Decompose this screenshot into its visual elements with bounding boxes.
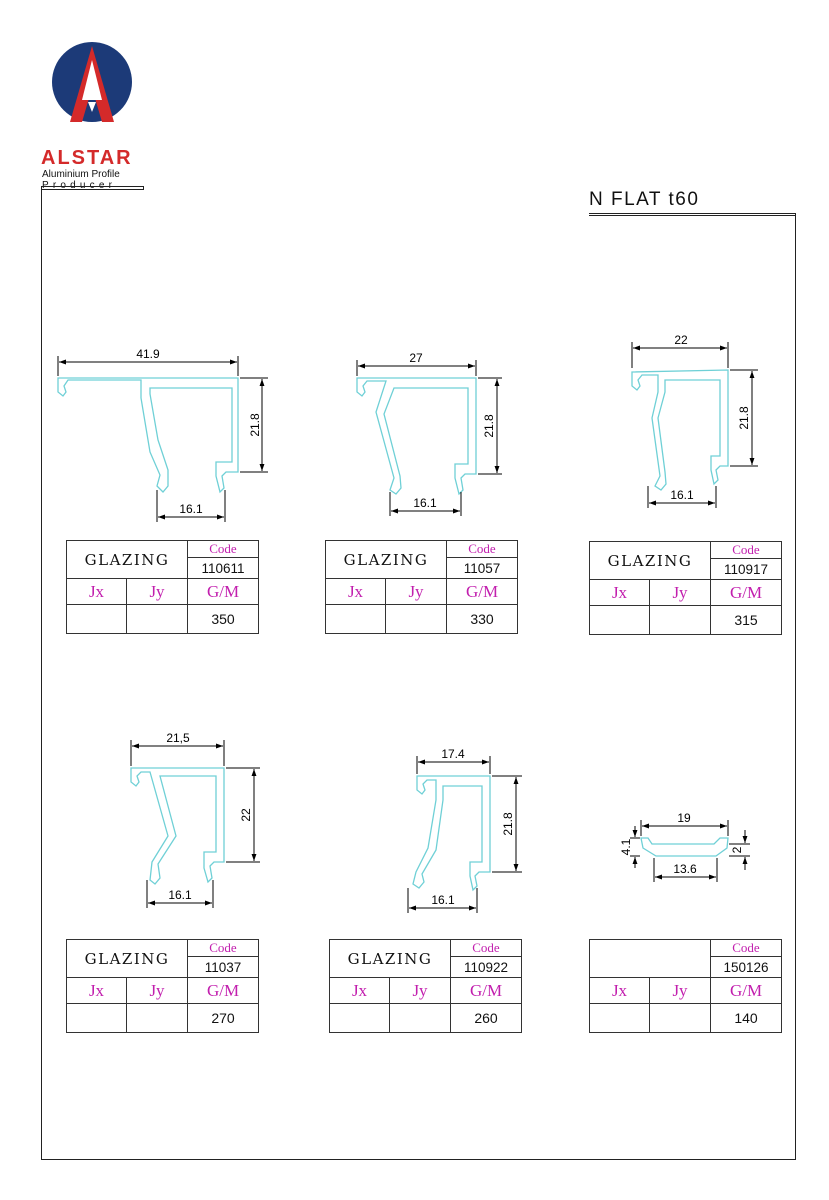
- jx-value: [330, 1004, 390, 1033]
- type-label: GLAZING: [330, 940, 451, 978]
- gm-label: G/M: [451, 978, 522, 1004]
- profile-4-width: 21,5: [166, 731, 190, 745]
- profile-3-width: 22: [674, 333, 688, 347]
- profile-6-bottom: 13.6: [673, 862, 697, 876]
- jx-value: [590, 1004, 650, 1033]
- jx-value: [590, 606, 650, 635]
- gm-value: 330: [447, 605, 518, 634]
- gm-value: 270: [188, 1004, 259, 1033]
- jx-value: [67, 1004, 127, 1033]
- gm-value: 140: [711, 1004, 782, 1033]
- spec-table-6: [589, 939, 782, 1033]
- jx-label: Jx: [326, 579, 386, 605]
- jy-label: Jy: [127, 579, 188, 605]
- jx-label: Jx: [67, 978, 127, 1004]
- profile-1-drawing: [58, 347, 268, 522]
- code-value: 11057: [447, 558, 518, 579]
- profile-2-drawing: [357, 351, 502, 516]
- jy-label: Jy: [650, 978, 711, 1004]
- profile-3-drawing: [632, 333, 758, 508]
- jx-label: Jx: [590, 978, 650, 1004]
- code-label: Code: [451, 940, 522, 957]
- profile-4-bottom: 16.1: [168, 888, 192, 902]
- brand-tagline-2: Producer: [42, 180, 117, 191]
- gm-value: 350: [188, 605, 259, 634]
- profile-1-height: 21.8: [248, 413, 262, 437]
- gm-label: G/M: [711, 580, 782, 606]
- profile-1-width: 41.9: [136, 347, 160, 361]
- profile-1-outline: [58, 378, 238, 492]
- profile-6-drawing: [619, 811, 750, 882]
- spec-table-1: [66, 540, 259, 634]
- profile-3-outline: [632, 370, 728, 490]
- type-label: GLAZING: [590, 542, 711, 580]
- profile-5-width: 17.4: [441, 747, 465, 761]
- jx-label: Jx: [590, 580, 650, 606]
- gm-label: G/M: [188, 978, 259, 1004]
- profile-5-outline: [413, 776, 490, 890]
- jy-value: [390, 1004, 451, 1033]
- code-label: Code: [188, 940, 259, 957]
- code-label: Code: [711, 542, 782, 559]
- profile-4-drawing: [131, 731, 260, 908]
- profile-2-bottom: 16.1: [413, 496, 437, 510]
- jx-value: [326, 605, 386, 634]
- profile-3-height: 21.8: [737, 406, 751, 430]
- spec-table-3: [589, 541, 782, 635]
- type-label: GLAZING: [67, 541, 188, 579]
- jy-label: Jy: [650, 580, 711, 606]
- jx-value: [67, 605, 127, 634]
- brand-name: ALSTAR: [41, 147, 133, 169]
- spec-table-5: [329, 939, 522, 1033]
- profile-6-left-height: 4.1: [619, 838, 633, 856]
- jy-label: Jy: [386, 579, 447, 605]
- spec-table-2: [325, 540, 518, 634]
- jy-label: Jy: [390, 978, 451, 1004]
- profile-2-height: 21.8: [482, 414, 496, 438]
- code-value: 150126: [711, 957, 782, 978]
- type-label: GLAZING: [326, 541, 447, 579]
- profile-6-width: 19: [677, 811, 691, 825]
- profile-5-bottom: 16.1: [431, 893, 455, 907]
- profile-1-bottom: 16.1: [179, 502, 203, 516]
- series-title: N FLAT t60: [589, 189, 700, 210]
- profile-5-drawing: [408, 747, 522, 913]
- brand-tagline-1: Aluminium Profile: [42, 169, 120, 180]
- jx-label: Jx: [330, 978, 390, 1004]
- jy-value: [127, 1004, 188, 1033]
- profile-4-height: 22: [239, 808, 253, 822]
- jy-label: Jy: [127, 978, 188, 1004]
- profile-6-right-height: 2: [730, 846, 744, 854]
- profile-2-outline: [357, 378, 476, 494]
- jy-value: [386, 605, 447, 634]
- type-label: GLAZING: [67, 940, 188, 978]
- code-value: 110611: [188, 558, 259, 579]
- jy-value: [650, 606, 711, 635]
- profile-2-width: 27: [409, 351, 423, 365]
- code-label: Code: [711, 940, 782, 957]
- gm-value: 315: [711, 606, 782, 635]
- profile-3-bottom: 16.1: [670, 488, 694, 502]
- gm-label: G/M: [447, 579, 518, 605]
- gm-label: G/M: [188, 579, 259, 605]
- type-label: [590, 940, 711, 978]
- code-value: 110922: [451, 957, 522, 978]
- profile-6-outline: [641, 838, 728, 856]
- jx-label: Jx: [67, 579, 127, 605]
- code-label: Code: [188, 541, 259, 558]
- code-label: Code: [447, 541, 518, 558]
- jy-value: [650, 1004, 711, 1033]
- jy-value: [127, 605, 188, 634]
- profile-5-height: 21.8: [501, 812, 515, 836]
- profile-4-outline: [131, 768, 224, 884]
- gm-value: 260: [451, 1004, 522, 1033]
- gm-label: G/M: [711, 978, 782, 1004]
- code-value: 110917: [711, 559, 782, 580]
- spec-table-4: [66, 939, 259, 1033]
- code-value: 11037: [188, 957, 259, 978]
